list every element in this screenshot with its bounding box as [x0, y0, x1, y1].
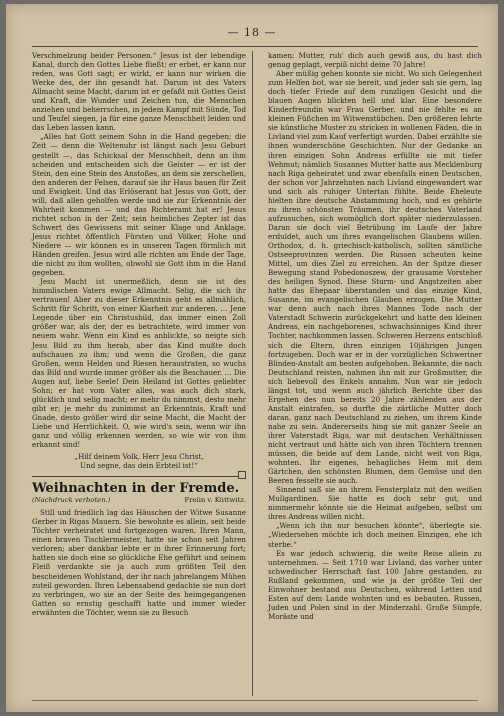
closing-verse-line-1: „Hilf deinem Volk, Herr Jesu Christ,: [74, 452, 204, 462]
story-paragraph-3: Sinnend saß sie an ihrem Fensterplatz mit den weißen Mullgardinen. Sie hatte es doch sehr gut, und nimmermehr könnte sie die Heimat aufgeben, selbst um ihres Andreas willen nicht.: [268, 485, 482, 522]
story-paragraph-1: kamen: Mutter, ruh' dich auch gewiß aus, du hast dich genug geplagt, verpiß nicht deine 70 Jahre!: [268, 51, 482, 70]
separator-box-ornament: [238, 471, 246, 479]
article-author: Freiin v. Küttwitz.: [184, 496, 246, 505]
closing-verse-line-2: Und segne, das dein Erbteil ist!“: [80, 461, 198, 471]
reprint-note: (Nachdruck verboten.): [32, 496, 111, 505]
closing-verse: [32, 452, 246, 470]
story-paragraph-2: Aber müßig gehen konnte sie nicht. Wo sich Gelegenheit zum Helfen bot, war sie bereit, und jeder sah sie gern, lag doch tiefer Friede auf dem runzligen Gesicht und die blauen Augen blickten hell und klar. Eine besondere Kinderfreundin war Frau Gerber, und nie fehlte es an kleinen Füßchen im Witwenstübchen. Den größeren lehrte sie künstliche Muster zu stricken in wollenen Fäden, die in Livland viel zum Kauf verfertigt wurden. Dabei erzählte sie ihnen wunderschöne Geschichten. Nur der Gedanke an ihren einzigen Sohn Andreas erfüllte sie mit tiefer Wehmut; nämlich Susannes Mutter hatte aus Mecklenburg nach Riga geheiratet und zwar ebenfalls einen Deutschen, der schon vor Jahrzehnten nach Livland eingewandert war und sich als ruhiger Untertan fühlte. Beide Eheleute hielten ihre deutsche Abstammung hoch, und es gehörte zu ihren schönsten Träumen, ihr deutsches Vaterland aufzusuchen, sich womöglich dort später niederzulassen. Daran sie doch viel Betrübung im Laufe der Jahre erduldet, auch um ihres evangelischen Glaubens willen. Orthodox, d. h. griechisch-katholisch, sollten sämtliche Ostseeprovinzen werden. Die Russen scheuten keine Mittel, um dies Ziel zu erreichen. An der Spitze dieser Bewegung stand Pobedonoszew, der grausame Vorsteher des heiligen Synod. Diese Sturm- und Angstzeiten aber hatte das Ehepaar überstanden und das einzige Kind, Susanne, im evangelischen Glauben erzogen. Die Mutter war denn auch nach ihres Mannes Tode nach der Vaterstadt Schwerin zurückgekehrt und hatte den kleinen Andreas, ein nachgeborenes, schwachsinniges Kind ihrer Tochter, nachkommen lassen. Schweren Herzens entschloß sich die Eltern, ihren einzigen 10jährigen Jungen fortzugeben. Doch war er in der vorzüglichen Schweriner Blinden-Anstalt am besten aufgehoben. Bekannte, die nach Deutschland reisten, nahmen ihn mit zur Großmutter, die sich liebevoll des Enkels annahm. Nun war sie jedoch längst tot, und wenn auch jährlich Berichte über das Ergehen des nun bereits 20 Jahre zählenden aus der Anstalt eintrafen, so durfte die zärtliche Mutter doch daran, ganz nach Deutschland zu ziehen, um ihrem Kinde nahe zu sein. Andererseits hing sie mit ganzer Seele an ihrer Vaterstadt Riga, war mit deutschen Verhältnissen nicht vertraut und hätte sich von ihren Töchtern trennen müssen, die beide auf dem Lande, nicht weit von Riga, wohnten. Ihr eigenes, behagliches Heim mit dem Gärtchen, den schönsten Blumen, dem Gemüse und den Beeren fesselte sie auch.: [268, 69, 482, 486]
page-number: — 18 —: [227, 26, 277, 39]
article-paragraph: Still und friedlich lag das Häuschen der Witwe Susanne Gerber in Rigas Mauern. Sie bewohnte es allein, seit beide Töchter verheiratet und fortgezogen waren. Ihren Mann, einen braven Tischlermeister, hatte sie schon seit Jahren verloren; aber dankbar lebte er in ihrer Erinnerung fort; hatten sie doch eine so glückliche Ehe geführt und seinem Fleiß verdankte sie ja auch zum größten Teil den bescheidenen Wohlstand, der ihr nach jahrelangem Mühen zuteil geworden. Ihren Lebensabend gedachte sie nun dort zu verbringen, wo sie an der Seite des heimgegangenen Gatten so ernstig geschafft hatte und immer wieder erwähnten die Töchter, wenn sie zu Besuch: [32, 508, 246, 617]
sermon-paragraph-2: „Alles hat Gott seinem Sohn in die Hand gegeben; die Zeit — denn die Weltenuhr ist längst nach Jesu Geburt gestellt —, das Schicksal der Menschheit, denn an ihm scheiden und entscheiden sich die Geister — er ist der Stein, den eine Stein des Anstoßes, an dem sie zerschellen, den anderen der Felsen, darauf sie ihr Haus bauen für Zeit und Ewigkeit. Und das Erlöserant hat Jesus von Gott, der will, daß allen geholfen werde und sie zur Erkenntnis der Wahrheit kommen — und das Richteramt hat er! Jesus richtet schon in der Zeit; sein heimliches Zepter ist das Schwert des Gewissens mit seiner Klage und Anklage. Jesus richtet öffentlich Fürsten und Völker, Hohe und Niedere — wir können es in unseren Tagen förmlich mit Händen greifen. Jesus wird alle richten am Ende der Tage, die nicht zu ihm wollten, obwohl sie Gott ihm in die Hand gegeben.: [32, 132, 246, 278]
story-paragraph-5: Es war jedoch schwierig, die weite Reise allein zu unternehmen. — Seit 1710 war Livland, das vorher unter schwedischer Herrschaft fast 100 Jahre gestanden, zu Rußland gekommen, und wie ja der größte Teil der Einwohner bestand aus Deutschen, während Letten und Esten auf dem Lande wohnten und es bebauten. Russen, Juden und Polen sind in der Minderzahl. Große Sümpfe, Moräste und: [268, 548, 482, 621]
column-divider: [252, 51, 253, 696]
article-byline: [32, 496, 246, 505]
header-rule: [32, 46, 478, 47]
sermon-paragraph-1: Verschmelzung beider Personen.“ Jesus ist der lebendige Kanal, durch den Gottes Liebe fließt; er erbet, er kann nur reden, was Gott sagt; er wirkt, er kann nur wirken die Werke des, der ihn gesandt hat. Darum ist des Vaters Allmacht seine Macht, darum ist er gefaßt mit Gottes Geist und Kraft, die Wunder und Zeichen tun, die Menschen anziehen und beherrschen, in jedem Kampf mit Sünde, Tod und Teufel siegen, ja für eine ganze Menschheit leiden und das Leben lassen kann.: [32, 51, 246, 133]
newspaper-page: [6, 4, 498, 712]
article-title: Weihnachten in der Fremde.: [32, 481, 240, 497]
left-column: [32, 51, 246, 617]
story-paragraph-4: „Wenn ich ihn nur besuchen könnte“, überlegte sie. „Wiedersehen möchte ich doch meinen Einzigen, ehe ich sterbe.“: [268, 521, 482, 549]
sermon-paragraph-3: Jesu Macht ist unermeßlich, denn sie ist des himmlischen Vaters ewige Allmacht. Selig, die sich ihr vertrauen! Aber zu dieser Erkenntnis geht es allmählich, Schritt für Schritt, von einer Klarheit zur anderen. … Jene Legende über ein Christusbild, das immer einen Zoll größer war, als der, der es betrachtete, wird immer von neuem wahr. Wenn ein Kind es anblickte, so neigte sich Jesu Bild zu ihm herab, aber das Kind mußte doch aufschauen zu ihm; und wenn die Großen, die ganz Großen, wenn Helden und Riesen heraustraten, so wuchs das Bild und wurde immer größer als die Beschauer. … Die Augen auf, liebe Seele! Dein Heiland ist Gottes geliebter Sohn; er hat vom Vater alles, was auch dich stark, glücklich und selig macht; er mehr du nimmst, desto mehr gibt er; je mehr du zunimmst an Erkenntnis, Kraft und Gnade, desto größer wird dir seine Macht, die Macht der Liebe und Herrlichkeit. O, wie wird's sein, wenn wir ihn ganz und völlig erkennen werden, so wie wir von ihm erkannt sind!: [32, 277, 246, 450]
article-separator: [32, 476, 246, 477]
footer-rule: [32, 700, 478, 701]
right-column: [268, 51, 482, 621]
